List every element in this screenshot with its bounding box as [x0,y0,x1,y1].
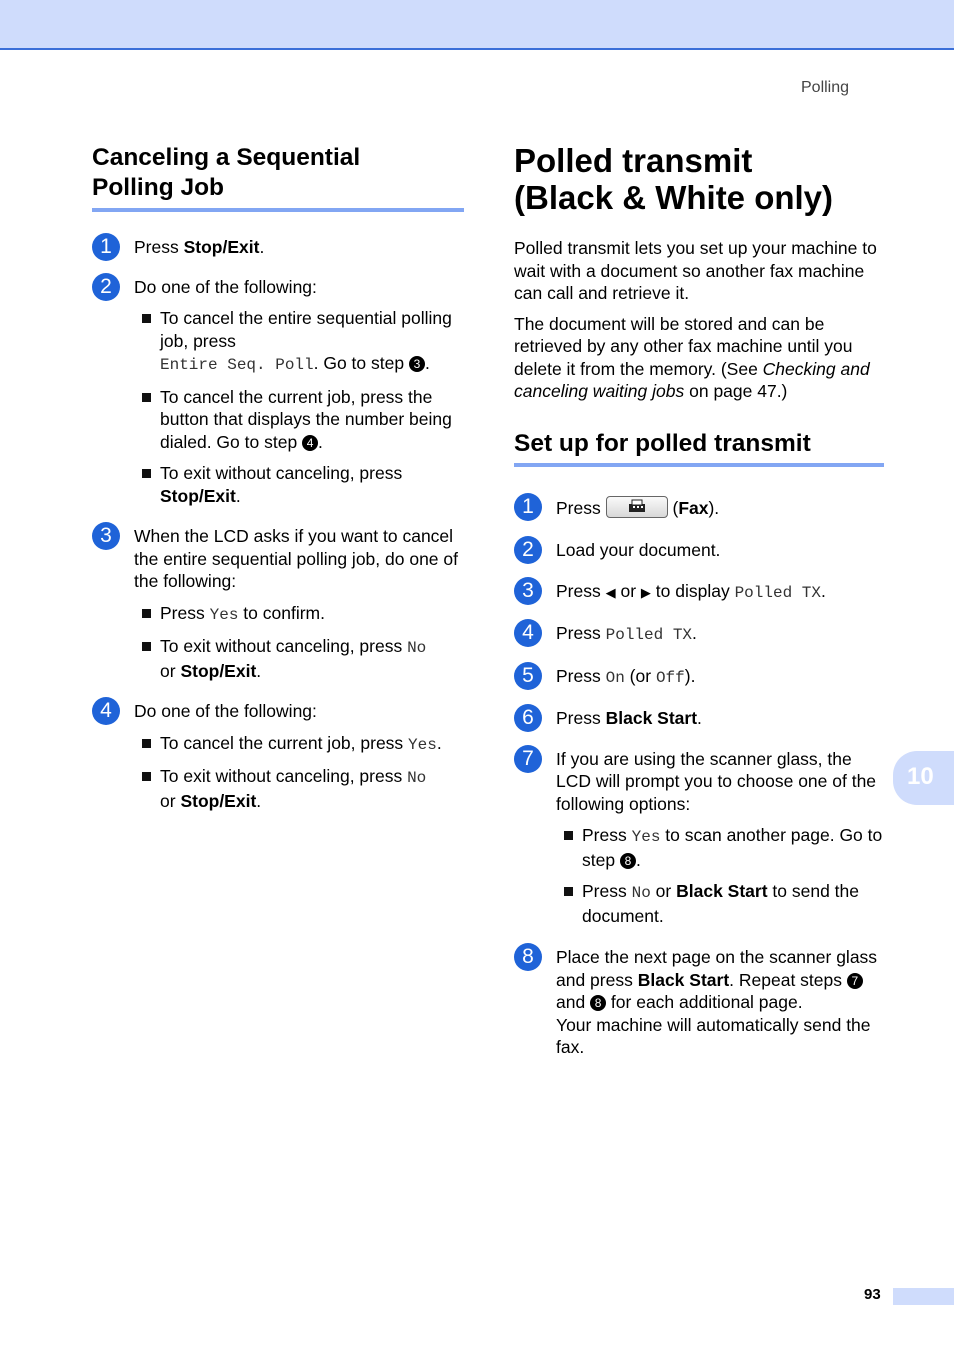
step-number-badge: 3 [514,577,542,605]
step-number-badge: 1 [514,493,542,521]
step-number-badge: 2 [92,273,120,301]
intro-paragraph: Polled transmit lets you set up your machine to wait with a document so another fax machine can call and retrieve it. [514,238,877,303]
right-step-4: 4 Press Polled TX. [514,622,884,647]
step-number-badge: 2 [514,536,542,564]
list-item: Press No or Black Start to send the document. [556,880,884,927]
footer-band [893,1288,954,1305]
step-number-badge: 4 [514,619,542,647]
running-head: Polling [801,79,850,96]
step-ref-icon: 3 [409,356,425,372]
list-item: Press Yes to confirm. [134,602,464,627]
list-item: To cancel the current job, press Yes. [134,732,464,757]
header-band [0,0,954,50]
list-item: To exit without canceling, press No or Stop/Exit. [134,765,464,812]
step-number-badge: 7 [514,745,542,773]
right-step-1: 1 Press (Fax). [514,496,884,520]
right-step-3: 3 Press ◀ or ▶ to display Polled TX. [514,580,884,605]
left-column [92,142,464,812]
step-number-badge: 4 [92,697,120,725]
page-number: 93 [864,1286,881,1303]
left-step-4: 4 Do one of the following: To cancel the current job, press Yes. To exit without canceling, press No or Stop/Exit. [92,700,464,812]
left-step-1: 1 Press Stop/Exit. [92,236,464,259]
step-number-badge: 5 [514,662,542,690]
step-ref-icon: 4 [302,435,318,451]
right-step-7: 7 If you are using the scanner glass, the LCD will prompt you to choose one of the following options: Press Yes to scan another page. Go to step 8 . Press No or Black Start to send the document. [514,748,884,928]
left-step-2: 2 Do one of the following: To cancel the entire sequential polling job, press Entire Seq. Poll. Go to step 3 . To cancel the current job, press the button that displays the number being dialed. Go to step 4 . To exit without canceling, press Stop/Exit. [92,276,464,508]
right-step-8: 8 Place the next page on the scanner glass and press Black Start. Repeat steps 7 and 8 for each additional page. Your machine will automatically send the fax. [514,946,884,1059]
list-item: To cancel the current job, press the button that displays the number being dialed. Go to step 4 . [134,386,464,454]
right-step-2: 2 Load your document. [514,539,884,562]
step-number-badge: 3 [92,522,120,550]
list-item: To cancel the entire sequential polling job, press Entire Seq. Poll. Go to step 3 . [134,307,464,377]
step-ref-icon: 8 [620,853,636,869]
chapter-tab [893,751,954,805]
list-item: To exit without canceling, press Stop/Exit. [134,462,464,507]
right-step-6: 6 Press Black Start. [514,707,884,730]
section-heading-canceling: Canceling a Sequential Polling Job [92,143,464,212]
step-number-badge: 8 [514,943,542,971]
section-heading-setup: Set up for polled transmit [514,429,884,467]
page-title: Polled transmit (Black & White only) [514,142,834,216]
list-item: Press Yes to scan another page. Go to step 8 . [556,824,884,871]
right-column [514,142,884,1059]
fax-button-icon [606,496,668,518]
step-ref-icon: 8 [590,995,606,1011]
right-arrow-icon: ▶ [640,584,651,600]
step-number-badge: 6 [514,704,542,732]
step-ref-icon: 7 [847,973,863,989]
step-number-badge: 1 [92,233,120,261]
left-step-3: 3 When the LCD asks if you want to cancel the entire sequential polling job, do one of the following: Press Yes to confirm. To exit without canceling, press No or Stop/Exit. [92,525,464,682]
chapter-number: 10 [907,763,934,790]
body-paragraph: The document will be stored and can be retrieved by any other fax machine until you delete it from the memory. (See Checking and canceling waiting jobs on page 47.) [514,313,870,401]
list-item: To exit without canceling, press No or Stop/Exit. [134,635,464,682]
left-arrow-icon: ◀ [605,584,616,600]
right-step-5: 5 Press On (or Off). [514,665,884,690]
